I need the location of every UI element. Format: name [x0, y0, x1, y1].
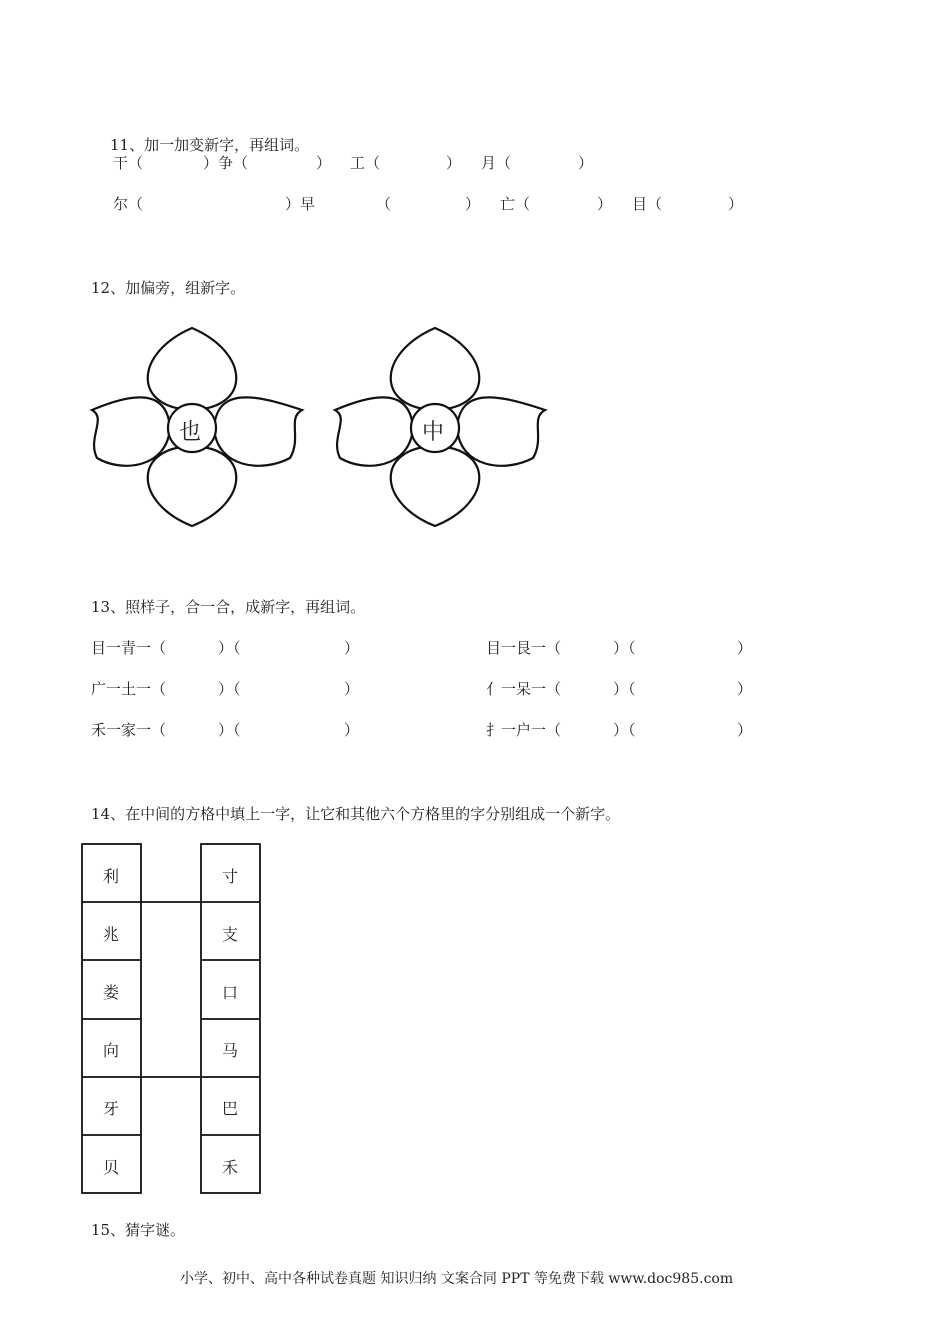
q11-blank-mu[interactable]: 目（: [632, 195, 663, 213]
q13-left-end-2[interactable]: ）: [344, 680, 360, 698]
q14-right-cell-1: 寸: [222, 867, 239, 886]
q11-blank-gan[interactable]: 干（: [113, 154, 144, 172]
q13-left-mid-3[interactable]: ）（: [218, 721, 241, 739]
q14-left-cell-3: 娄: [103, 983, 120, 1002]
q14-left-cell-2: 兆: [103, 925, 120, 944]
q14-right-cell-3: 口: [222, 983, 239, 1002]
q13-right-end-1[interactable]: ）: [737, 639, 753, 657]
q13-title: 13、照样子，合一合，成新字，再组词。: [91, 598, 366, 616]
q11-close-1: ）: [316, 154, 332, 172]
q13-right-mid-3[interactable]: ）（: [613, 721, 636, 739]
page-footer: 小学、初中、高中各种试卷真题 知识归纳 文案合同 PPT 等免费下载 www.doc985.com: [180, 1271, 734, 1287]
q13-left-formula-2: 广一土一（: [91, 680, 167, 698]
q11-blank-wang[interactable]: 亡（: [500, 195, 531, 213]
q11-close-3: ）: [578, 154, 594, 172]
q11-blank-zheng[interactable]: ）争（: [203, 154, 249, 172]
q13-left-end-3[interactable]: ）: [344, 721, 360, 739]
q14-left-cell-4: 向: [103, 1041, 120, 1060]
q13-left-formula-1: 目一青一（: [91, 639, 167, 657]
q13-right-formula-2: 亻一呆一（: [486, 680, 562, 698]
q14-left-cell-1: 利: [103, 867, 120, 886]
q14-center-cell[interactable]: [141, 902, 201, 1077]
q11-title: 11、加一加变新字，再组词。: [110, 136, 310, 154]
q13-right-mid-1[interactable]: ）（: [613, 639, 636, 657]
q14-left-cell-5: 牙: [103, 1099, 120, 1118]
q14-right-cell-4: 马: [222, 1041, 239, 1060]
q14-right-cell-6: 禾: [222, 1158, 239, 1177]
q15-title: 15、猜字谜。: [91, 1221, 186, 1239]
q14-right-cell-5: 巴: [222, 1099, 239, 1118]
q11-blank-gong[interactable]: 工（: [350, 154, 381, 172]
q11-close-4: ）: [465, 195, 481, 213]
q14-right-cell-2: 支: [222, 925, 239, 944]
q13-left-formula-3: 禾一家一（: [91, 721, 167, 739]
q13-left-end-1[interactable]: ）: [344, 639, 360, 657]
q12-title: 12、加偏旁，组新字。: [91, 279, 246, 297]
q13-right-mid-2[interactable]: ）（: [613, 680, 636, 698]
q11-close-5: ）: [597, 195, 613, 213]
flower-2-center-char: 中: [422, 420, 445, 445]
q13-right-formula-3: 扌一户一（: [486, 721, 562, 739]
q14-left-cell-6: 贝: [103, 1158, 120, 1177]
q11-blank-zao[interactable]: （: [376, 195, 392, 213]
q13-right-end-2[interactable]: ）: [737, 680, 753, 698]
q13-left-mid-2[interactable]: ）（: [218, 680, 241, 698]
q13-right-formula-1: 目一艮一（: [486, 639, 562, 657]
q14-title: 14、在中间的方格中填上一字，让它和其他六个方格里的字分别组成一个新字。: [91, 805, 621, 823]
q13-right-end-3[interactable]: ）: [737, 721, 753, 739]
q11-blank-yue[interactable]: 月（: [481, 154, 512, 172]
q11-close-6: ）: [728, 195, 744, 213]
q11-zao: ）早: [285, 195, 316, 213]
flower-1-center-char: 也: [179, 420, 202, 445]
q11-blank-er[interactable]: 尔（: [113, 195, 144, 213]
q11-close-2: ）: [446, 154, 462, 172]
q13-left-mid-1[interactable]: ）（: [218, 639, 241, 657]
